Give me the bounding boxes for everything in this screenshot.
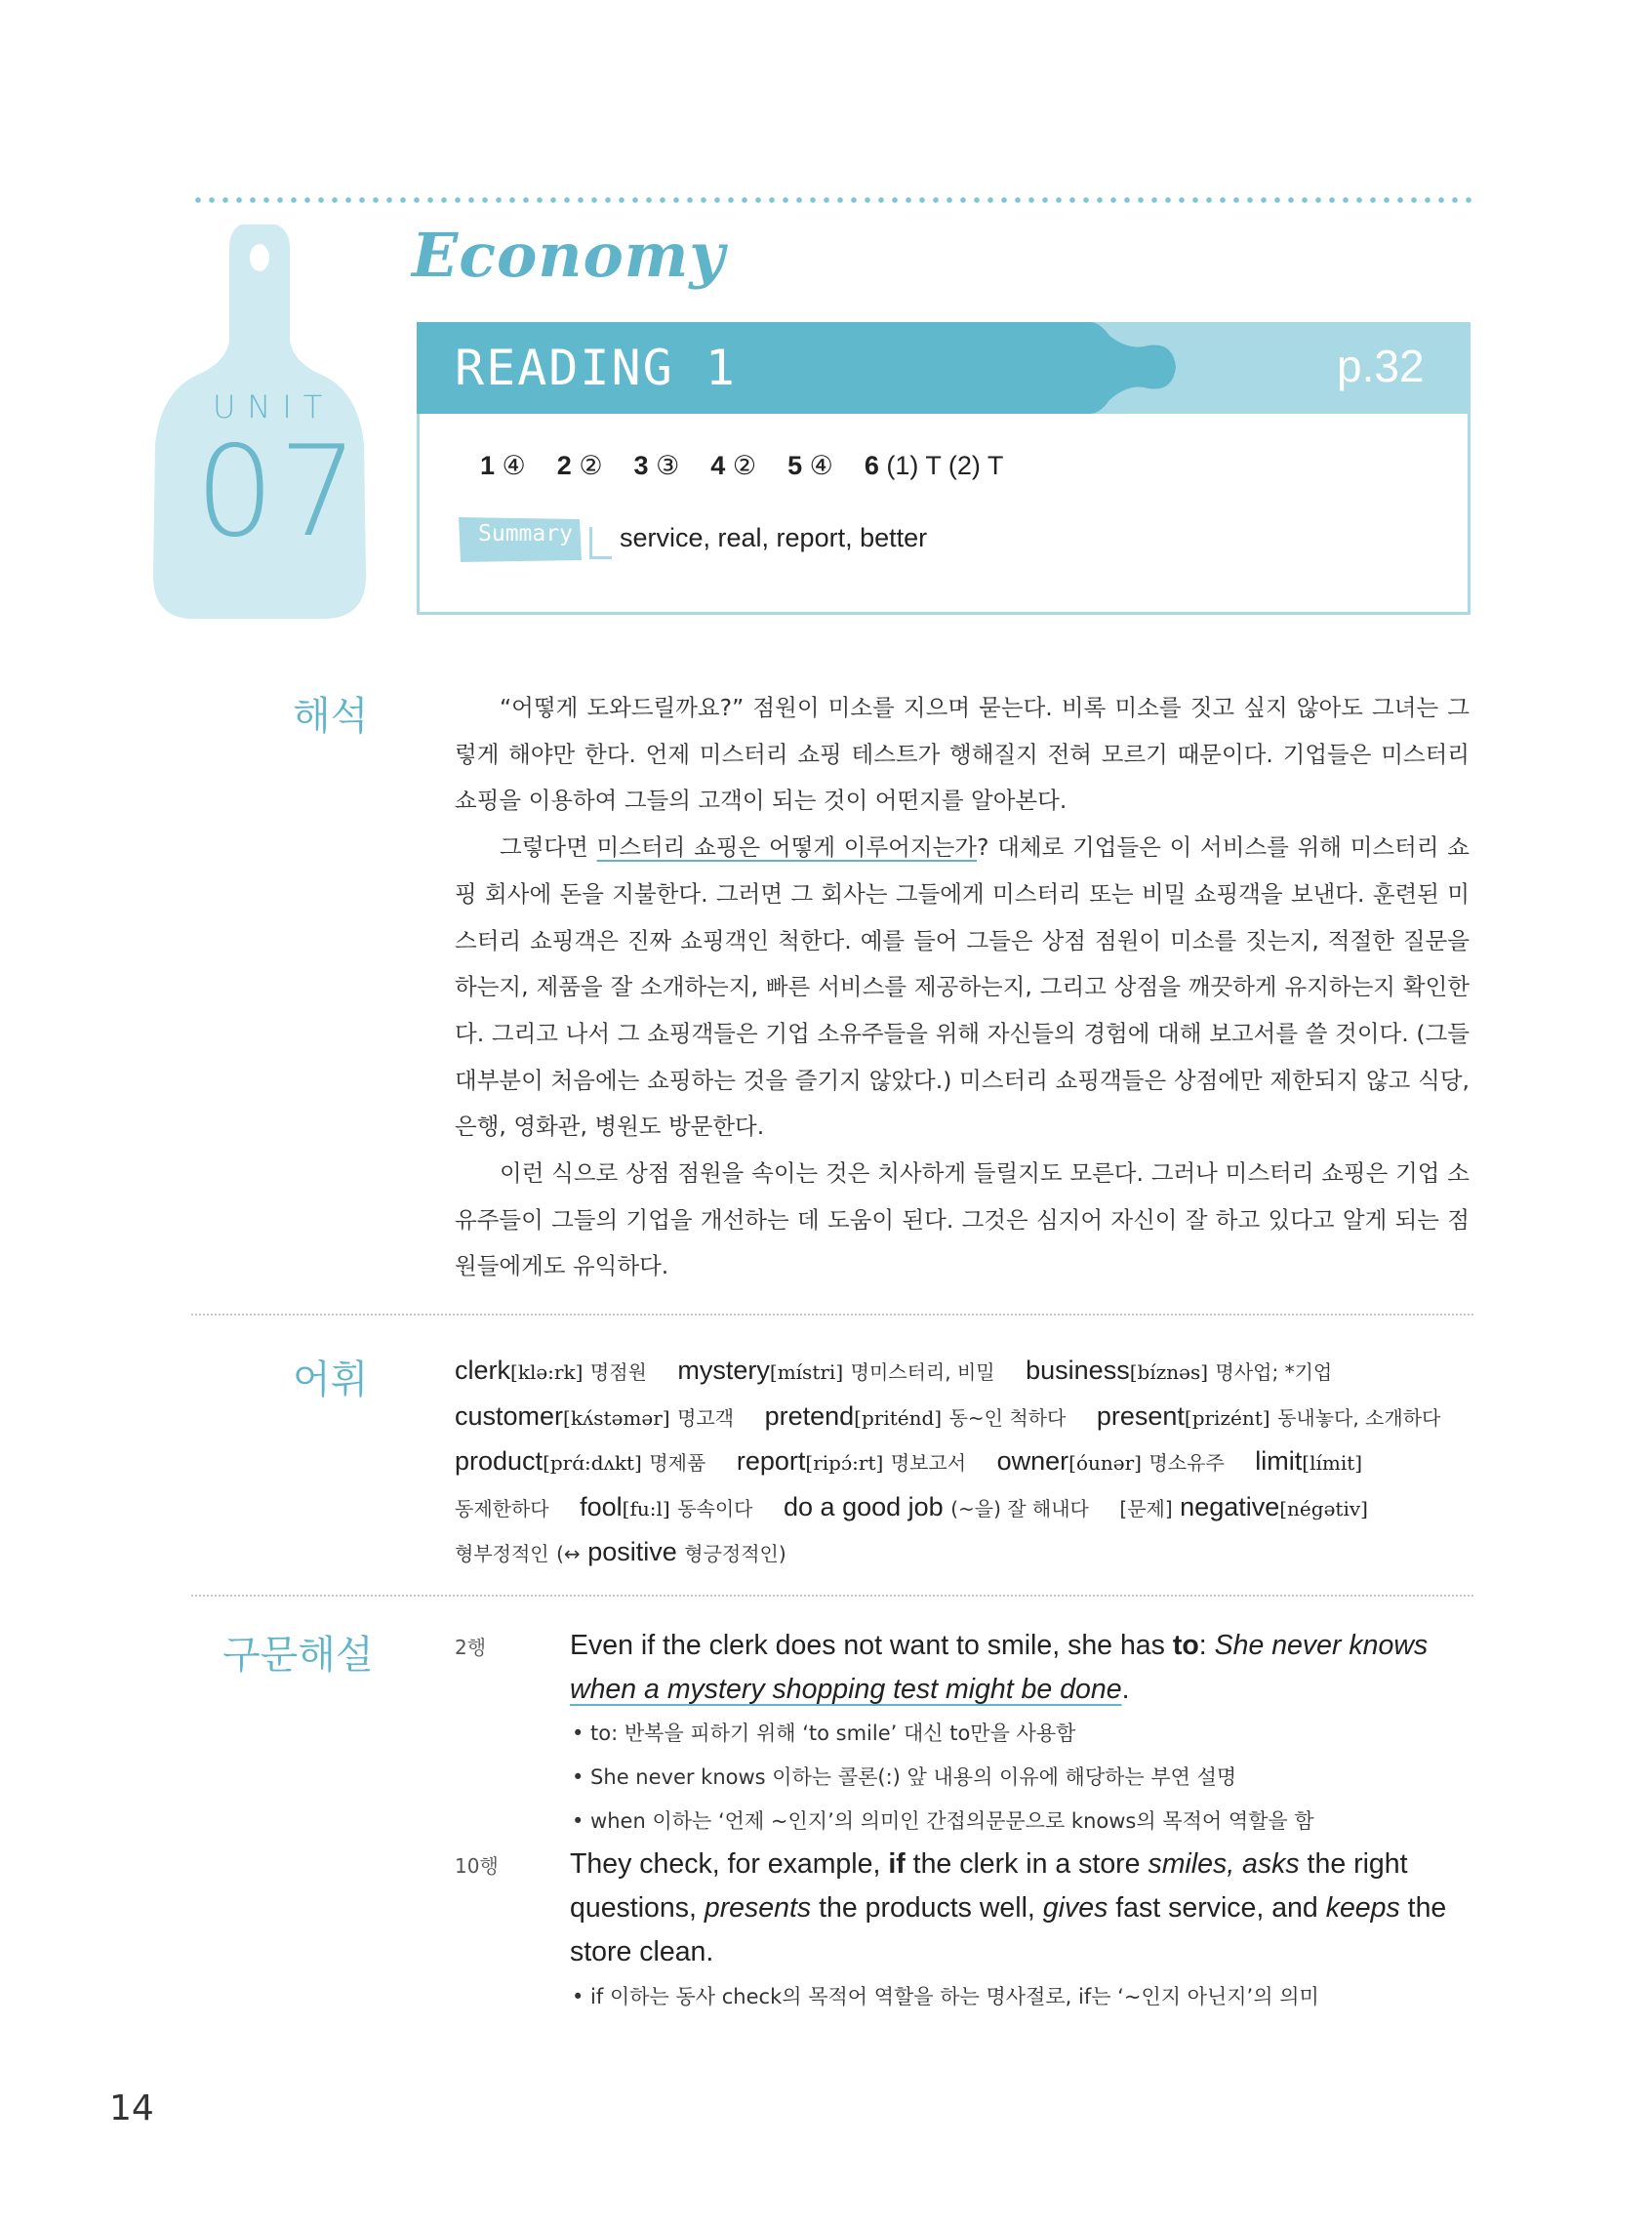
grammar-line-ref: 2행 bbox=[455, 1636, 487, 1659]
vocab-heading: 어휘 bbox=[293, 1358, 369, 1402]
section-divider bbox=[191, 1314, 1473, 1316]
vocab-item: [문제] negative[négətiv] bbox=[1119, 1491, 1368, 1521]
grammar-note: • She never knows 이하는 콜론(:) 앞 내용의 이유에 해당하는 부연 설명 bbox=[572, 1765, 1237, 1789]
translation-heading: 해석 bbox=[293, 694, 369, 739]
topic-title: Economy bbox=[412, 220, 726, 291]
vocab-item: product[prɑ́:dʌkt] 명제품 bbox=[455, 1446, 706, 1476]
translation-paragraph-3: 이런 식으로 상점 점원을 속이는 것은 치사하게 들릴지도 모른다. 그러나 미스터리 쇼핑은 기업 소유주들이 그들의 기업을 개선하는 데 도움이 된다. 그것은 심지어 자신이 잘 하고 있다고 알게 되는 점원들에게도 유익하다. bbox=[455, 1159, 1470, 1280]
summary-label: Summary bbox=[478, 521, 573, 547]
answer-item: 1 ④ bbox=[480, 451, 526, 480]
vocab-list bbox=[455, 1349, 1489, 1576]
section-divider bbox=[191, 1595, 1473, 1597]
reading-title: READING 1 bbox=[455, 340, 737, 396]
grammar-note: • to: 반복을 피하기 위해 ‘to smile’ 대신 to만을 사용함 bbox=[572, 1722, 1076, 1745]
answer-item: 4 ② bbox=[710, 451, 757, 480]
summary-bracket bbox=[589, 527, 612, 559]
grammar-heading: 구문해설 bbox=[222, 1633, 374, 1678]
vocab-item: clerk[klə:rk] 명점원 bbox=[455, 1356, 647, 1385]
vocab-item: business[bíznəs] 명사업; *기업 bbox=[1026, 1356, 1333, 1385]
answer-item: 3 ③ bbox=[633, 451, 680, 480]
vocab-item: present[prizént] 동내놓다, 소개하다 bbox=[1096, 1400, 1441, 1431]
summary-words: service, real, report, better bbox=[620, 523, 928, 552]
grammar-note: • if 이하는 동사 check의 목적어 역할을 하는 명사절로, if는 ‘~인지 아닌지’의 의미 bbox=[572, 1985, 1319, 2008]
grammar-line-ref: 10행 bbox=[455, 1854, 499, 1878]
grammar-sentence: Even if the clerk does not want to smile, she has to: She never knows when a mystery shopping test might be done. bbox=[570, 1630, 1429, 1705]
vocab-item: 형부정적인 (↔ positive 형긍정적인) bbox=[455, 1537, 786, 1566]
vocab-item: mystery[místri] 명미스터리, 비밀 bbox=[677, 1356, 995, 1385]
answer-item: 6 (1) T (2) T bbox=[864, 451, 1004, 480]
translation-paragraph-2: 그렇다면 미스터리 쇼핑은 어떻게 이루어지는가? 대체로 기업들은 이 서비스를 위해 미스터리 쇼핑 회사에 돈을 지불한다. 그러면 그 회사는 그들에게 미스터리 또는 비밀 쇼핑객을 보낸다. 훈련된 미스터리 쇼핑객은 진짜 쇼핑객인 척한다. 예를 들어 그들은 상점 점원이 미소를 짓는지, 적절한 질문을 하는지, 제품을 잘 소개하는지, 빠른 서비스를 제공하는지, 그리고 상점을 깨끗하게 유지하는지 확인한다. 그리고 나서 그 쇼핑객들은 기업 소유주들을 위해 자신들의 경험에 대해 보고서를 쓸 것이다. (그들 대부분이 처음에는 쇼핑하는 것을 즐기지 않았다.) 미스터리 쇼핑객들은 상점에만 제한되지 않고 식당, 은행, 영화관, 병원도 방문한다. bbox=[455, 833, 1470, 1141]
reading-page-ref: p.32 bbox=[1337, 341, 1425, 391]
vocab-item: limit[límit] bbox=[1255, 1446, 1363, 1476]
unit-label: UNIT bbox=[213, 388, 335, 426]
grammar-sentence: They check, for example, if the clerk in a store smiles, asks the right questions, presents the products well, gives fast service, and keeps the store clean. bbox=[570, 1848, 1447, 1967]
vocab-item: 동제한하다 bbox=[455, 1496, 549, 1520]
dotted-top-rule bbox=[191, 196, 1473, 204]
vocab-item: owner[óunər] 명소유주 bbox=[996, 1446, 1225, 1476]
translation-paragraph-1: “어떻게 도와드릴까요?” 점원이 미소를 지으며 묻는다. 비록 미소를 짓고 싶지 않아도 그녀는 그렇게 해야만 한다. 언제 미스터리 쇼핑 테스트가 행해질지 전혀 모르기 때문이다. 기업들은 미스터리 쇼핑을 이용하여 그들의 고객이 되는 것이 어떤지를 알아본다. bbox=[455, 694, 1470, 815]
vocab-item: fool[fu:l] 동속이다 bbox=[580, 1491, 753, 1521]
vocab-item: customer[kʌ́stəmər] 명고객 bbox=[455, 1400, 735, 1431]
vocab-item: report[ripɔ́:rt] 명보고서 bbox=[736, 1446, 967, 1476]
answer-item: 5 ④ bbox=[787, 451, 833, 480]
grammar-note: • when 이하는 ‘언제 ~인지’의 의미인 간접의문문으로 knows의 목적어 역할을 함 bbox=[572, 1809, 1314, 1833]
vocab-item: do a good job (~을) 잘 해내다 bbox=[784, 1491, 1089, 1521]
answer-list bbox=[480, 451, 1034, 481]
answer-item: 2 ② bbox=[556, 451, 603, 480]
vocab-item: pretend[priténd] 동~인 척하다 bbox=[764, 1400, 1067, 1431]
translation-body bbox=[455, 685, 1470, 1290]
unit-number: 07 bbox=[195, 420, 362, 565]
page-number: 14 bbox=[109, 2088, 154, 2128]
